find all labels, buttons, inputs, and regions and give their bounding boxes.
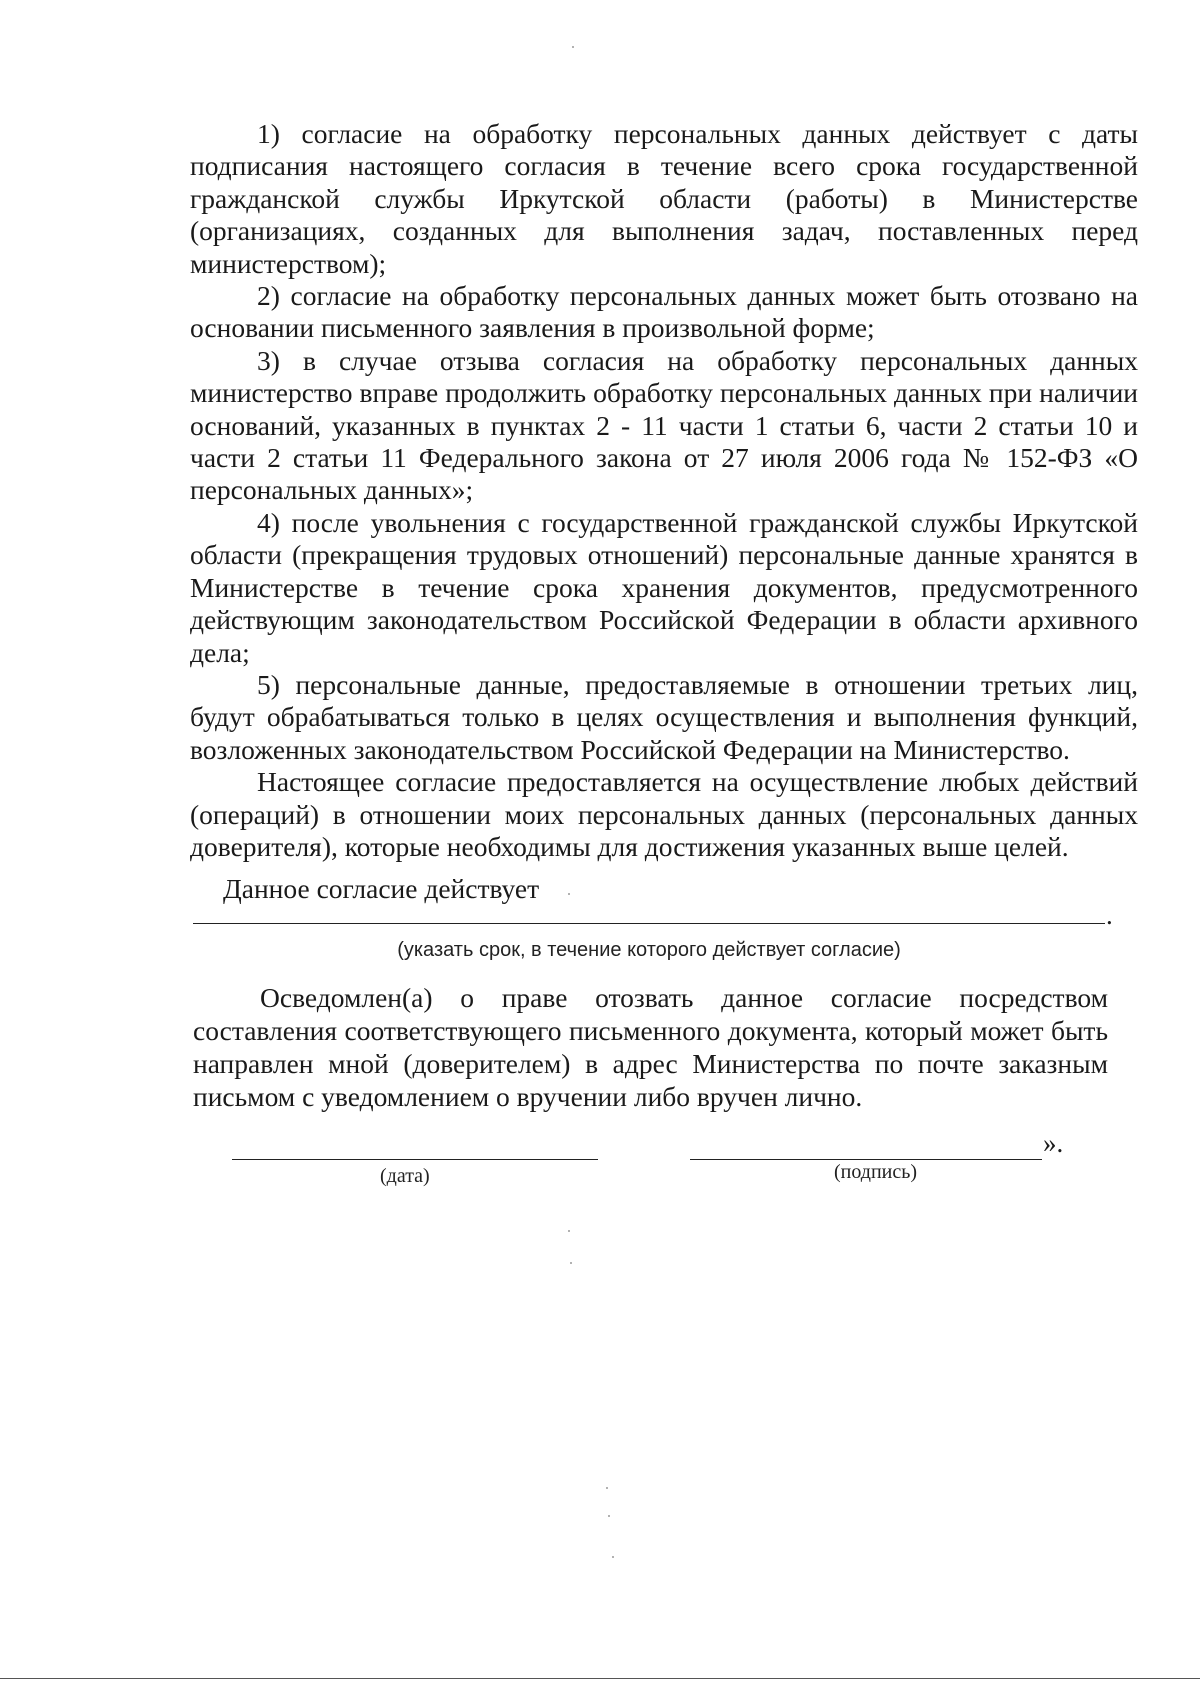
revocation-notice bbox=[193, 981, 1108, 1113]
scan-speck bbox=[570, 1262, 572, 1264]
paragraph-consent-scope: Настоящее согласие предоставляется на осуществление любых действий (операций) в отношении моих персональных данных (персональных данных доверителя), которые необходимы для достижения указанных выше целей. bbox=[190, 766, 1138, 862]
scan-speck bbox=[612, 1556, 614, 1558]
paragraph-third-party-data: 5) персональные данные, предоставляемые в отношении третьих лиц, будут обрабатываться только в целях осуществления и выполнения функций, возложенных законодательством Российской Федерации на Министерство. bbox=[190, 668, 1138, 765]
paragraph-consent-revocation: 2) согласие на обработку персональных данных может быть отозвано на основании письменного заявления в произвольной форме; bbox=[190, 280, 1138, 344]
consent-terms-body bbox=[190, 118, 1138, 863]
paragraph-consent-validity: 1) согласие на обработку персональных данных действует с даты подписания настоящего согласия в течение всего срока государственной гражданской службы Иркутской области (работы) в Министерстве (организациях, созданных для выполнения задач, поставленных перед министерством); bbox=[190, 118, 1138, 279]
scan-speck bbox=[568, 893, 570, 895]
consent-term-fill-line[interactable] bbox=[193, 923, 1105, 924]
date-caption: (дата) bbox=[380, 1165, 430, 1187]
scan-speck bbox=[606, 1487, 608, 1489]
consent-term-caption: (указать срок, в течение которого действует согласие) bbox=[397, 939, 901, 961]
revocation-notice-text: Осведомлен(а) о праве отозвать данное согласие посредством составления соответствующего письменного документа, который может быть направлен мной (доверителем) в адрес Министерства по почте заказным письмом с уведомлением о вручении либо вручен лично. bbox=[193, 982, 1108, 1112]
scan-speck bbox=[572, 46, 574, 48]
page-bottom-edge bbox=[0, 1678, 1200, 1679]
consent-term-end-mark: . bbox=[1106, 900, 1113, 930]
consent-term-label: Данное согласие действует bbox=[223, 873, 540, 904]
scan-speck bbox=[568, 1230, 570, 1232]
paragraph-processing-after-revocation: 3) в случае отзыва согласия на обработку персональных данных министерство вправе продолжить обработку персональных данных при наличии оснований, указанных в пунктах 2 - 11 части 1 статьи 6, части 2 статьи 10 и части 2 статьи 11 Федерального закона от 27 июля 2006 года № 152-ФЗ «О персональных данных»; bbox=[190, 344, 1138, 506]
signature-closing-mark: ». bbox=[1043, 1128, 1064, 1158]
date-fill-line[interactable] bbox=[232, 1159, 598, 1160]
signature-caption: (подпись) bbox=[834, 1161, 918, 1183]
scan-speck bbox=[608, 1515, 610, 1517]
paragraph-data-storage: 4) после увольнения с государственной гражданской службы Иркутской области (прекращения трудовых отношений) персональные данные хранятся в Министерстве в течение срока хранения документов, предусмотренного действующим законодательством Российской Федерации в области архивного дела; bbox=[190, 506, 1138, 668]
